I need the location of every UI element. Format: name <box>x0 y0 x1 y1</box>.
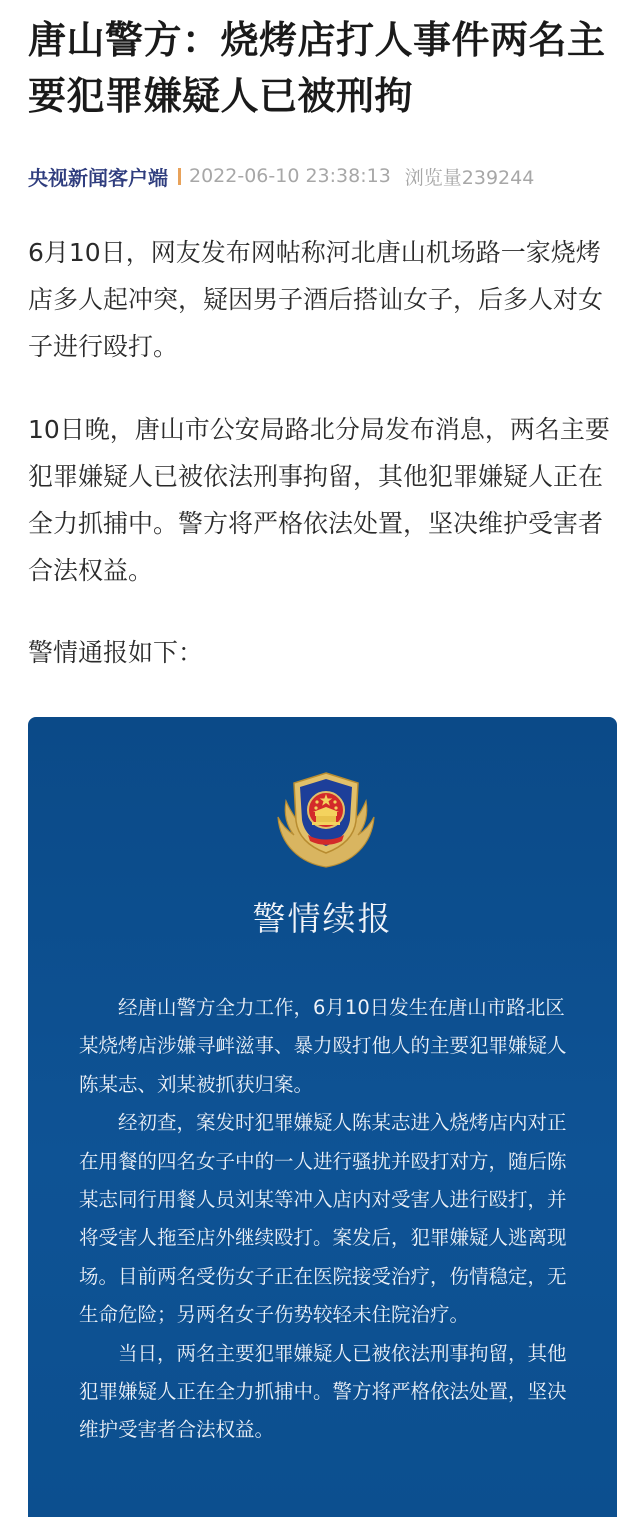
police-emblem-icon <box>272 765 380 873</box>
meta-separator <box>178 168 181 185</box>
police-notice-image <box>28 717 617 1517</box>
article-paragraph: 警情通报如下： <box>28 638 204 667</box>
publish-time: 2022-06-10 23:38:13 <box>189 165 391 187</box>
article-title: 唐山警方：烧烤店打人事件两名主要犯罪嫌疑人已被刑拘 <box>28 18 606 118</box>
article-paragraph: 6月10日，网友发布网帖称河北唐山机场路一家烧烤店多人起冲突，疑因男子酒后搭讪女子，后多人对女子进行殴打。 <box>28 238 604 361</box>
article-meta <box>28 160 628 192</box>
article-paragraph: 10日晚，唐山市公安局路北分局发布消息，两名主要犯罪嫌疑人已被依法刑事拘留，其他犯罪嫌疑人正在全力抓捕中。警方将严格依法处置，坚决维护受害者合法权益。 <box>28 415 610 585</box>
notice-paragraph: 当日，两名主要犯罪嫌疑人已被依法刑事拘留，其他犯罪嫌疑人正在全力抓捕中。警方将严格依法处置，坚决维护受害者合法权益。 <box>79 1341 567 1442</box>
notice-paragraph: 经初查，案发时犯罪嫌疑人陈某志进入烧烤店内对正在用餐的四名女子中的一人进行骚扰并殴打对方，随后陈某志同行用餐人员刘某等冲入店内对受害人进行殴打，并将受害人拖至店外继续殴打。案发后，犯罪嫌疑人逃离现场。目前两名受伤女子正在医院接受治疗，伤情稳定，无生命危险；另两名女子伤势较轻未住院治疗。 <box>79 1111 567 1327</box>
source-link[interactable]: 央视新闻客户端 <box>28 165 168 190</box>
notice-paragraph: 经唐山警方全力工作，6月10日发生在唐山市路北区某烧烤店涉嫌寻衅滋事、暴力殴打他人的主要犯罪嫌疑人陈某志、刘某被抓获归案。 <box>79 996 567 1096</box>
view-count: 浏览量239244 <box>404 166 535 189</box>
notice-body <box>79 989 579 1450</box>
notice-title: 警情续报 <box>252 899 393 938</box>
